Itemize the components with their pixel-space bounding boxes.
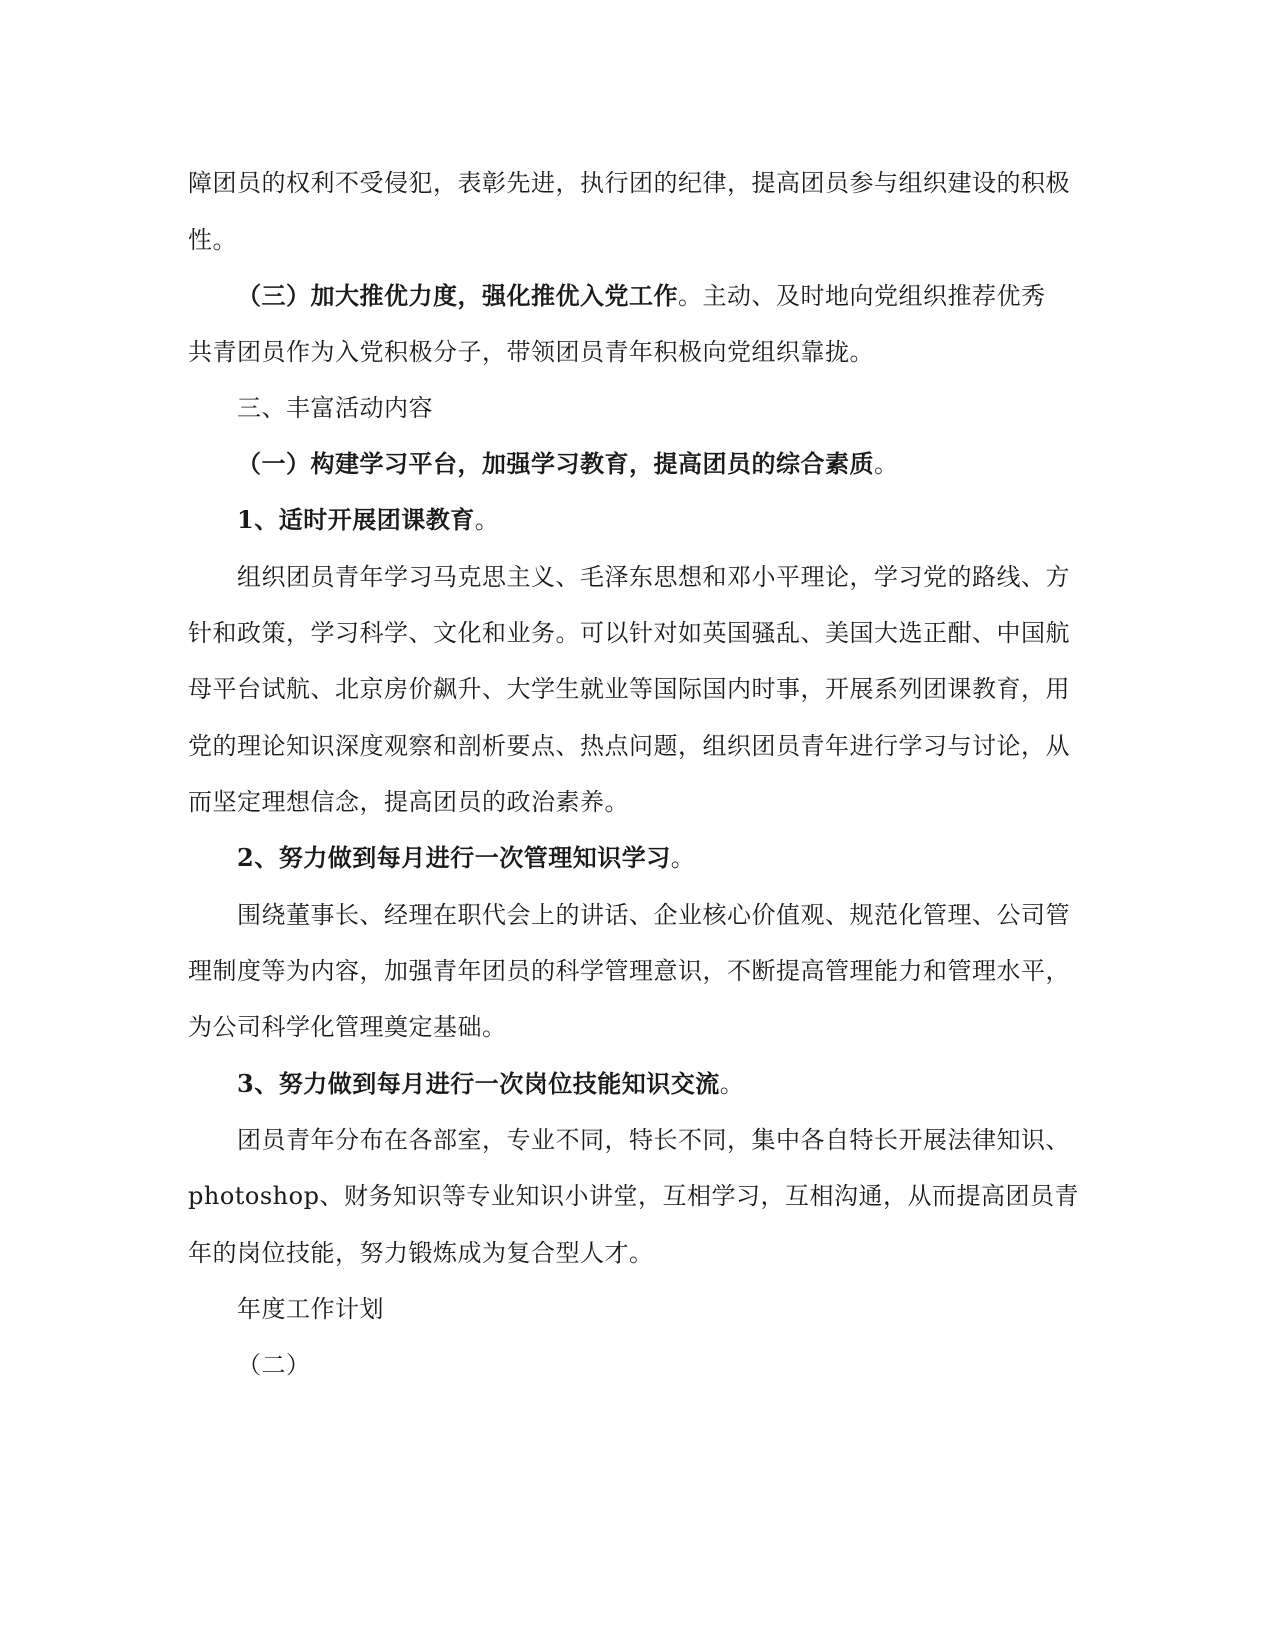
paragraph-line: 共青团员作为入党积极分子，带领团员青年积极向党组织靠拢。 [188, 338, 874, 366]
paragraph-line: 组织团员青年学习马克思主义、毛泽东思想和邓小平理论，学习党的路线、方 [237, 563, 1070, 591]
subsection-heading: （三）加大推优力度，强化推优入党工作。主动、及时地向党组织推荐优秀 [237, 281, 1046, 310]
paragraph-line: 障团员的权利不受侵犯，表彰先进，执行团的纪律，提高团员参与组织建设的积极 [188, 169, 1070, 197]
paragraph-line: 母平台试航、北京房价飙升、大学生就业等国际国内时事，开展系列团课教育，用 [188, 675, 1070, 703]
paragraph-line: photoshop、财务知识等专业知识小讲堂，互相学习，互相沟通，从而提高团员青 [188, 1182, 1079, 1210]
item-heading: 3、努力做到每月进行一次岗位技能知识交流。 [237, 1069, 745, 1098]
subsection-heading: （一）构建学习平台，加强学习教育，提高团员的综合素质。 [237, 449, 899, 478]
paragraph-line: 年度工作计划 [237, 1295, 384, 1323]
paragraph-line: 团员青年分布在各部室，专业不同，特长不同，集中各自特长开展法律知识、 [237, 1126, 1070, 1154]
paragraph-line: 为公司科学化管理奠定基础。 [188, 1013, 507, 1041]
paragraph-line: 而坚定理想信念，提高团员的政治素养。 [188, 788, 629, 816]
item-heading: 2、努力做到每月进行一次管理知识学习。 [237, 843, 696, 872]
section-heading: 三、丰富活动内容 [237, 394, 433, 422]
paragraph-line: 围绕董事长、经理在职代会上的讲话、企业核心价值观、规范化管理、公司管 [237, 901, 1070, 929]
item-heading: 1、适时开展团课教育。 [237, 505, 500, 534]
paragraph-line: 理制度等为内容，加强青年团员的科学管理意识，不断提高管理能力和管理水平， [188, 957, 1070, 985]
paragraph-line: 年的岗位技能，努力锻炼成为复合型人才。 [188, 1239, 654, 1267]
subsection-heading: （二） [237, 1351, 311, 1379]
paragraph-line: 性。 [188, 226, 237, 254]
paragraph-line: 党的理论知识深度观察和剖析要点、热点问题，组织团员青年进行学习与讨论，从 [188, 732, 1070, 760]
paragraph-line: 针和政策，学习科学、文化和业务。可以针对如英国骚乱、美国大选正酣、中国航 [188, 619, 1070, 647]
